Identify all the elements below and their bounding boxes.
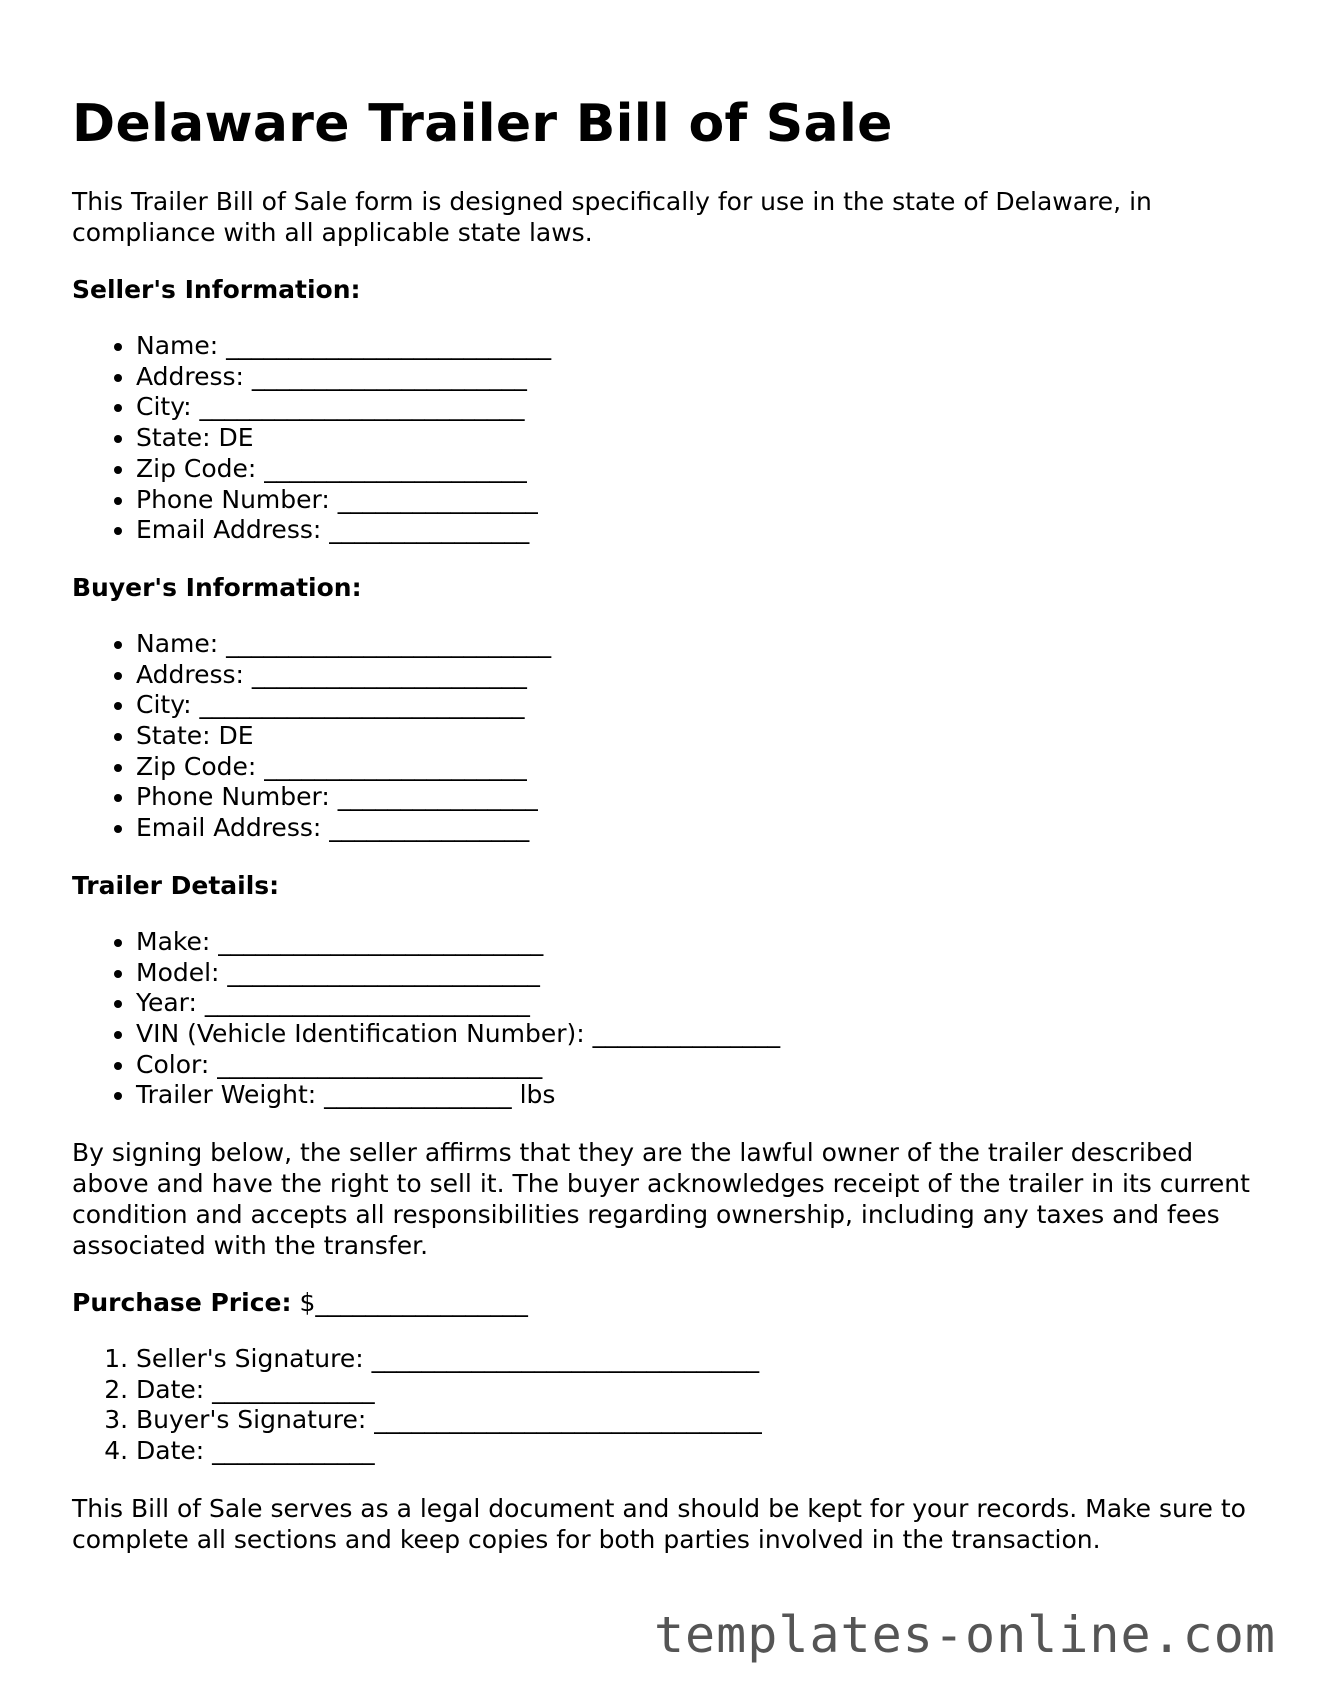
- buyer-address-field: • Address: ______________________: [136, 660, 1252, 691]
- intro-paragraph: This Trailer Bill of Sale form is designed specifically for use in the state of Delaware, in compliance with all applicable state laws.: [72, 187, 1152, 247]
- signature-list: [72, 1344, 1252, 1467]
- seller-state-field: • State: DE: [136, 423, 1252, 454]
- trailer-heading: Trailer Details:: [72, 870, 280, 900]
- seller-name-field: • Name: __________________________: [136, 331, 1252, 362]
- seller-signature-field: 1. Seller's Signature: _______________________________: [136, 1344, 1252, 1375]
- trailer-color-field: • Color: __________________________: [136, 1050, 1252, 1081]
- seller-city-field: • City: __________________________: [136, 392, 1252, 423]
- buyer-zip-field: • Zip Code: _____________________: [136, 752, 1252, 783]
- trailer-make-field: • Make: __________________________: [136, 927, 1252, 958]
- seller-address-field: • Address: ______________________: [136, 362, 1252, 393]
- trailer-details-list: [72, 927, 1252, 1111]
- buyer-name-field: • Name: __________________________: [136, 629, 1252, 660]
- buyer-city-field: • City: __________________________: [136, 690, 1252, 721]
- trailer-year-field: • Year: __________________________: [136, 988, 1252, 1019]
- seller-date-field: 2. Date: _____________: [136, 1375, 1252, 1406]
- buyer-email-field: • Email Address: ________________: [136, 813, 1252, 844]
- watermark-text: templates-online.com: [653, 1606, 1276, 1664]
- buyer-heading: Buyer's Information:: [72, 572, 362, 602]
- seller-email-field: • Email Address: ________________: [136, 515, 1252, 546]
- document-page: [72, 92, 1252, 1555]
- trailer-weight-field: • Trailer Weight: _______________ lbs: [136, 1080, 1252, 1111]
- closing-paragraph: This Bill of Sale serves as a legal document and should be kept for your records. Make sure to complete all sections and keep copies for both parties involved in the transaction.: [72, 1493, 1246, 1554]
- buyer-info-list: [72, 629, 1252, 844]
- page-title: Delaware Trailer Bill of Sale: [72, 94, 893, 154]
- purchase-price-label: Purchase Price:: [72, 1288, 292, 1318]
- trailer-vin-field: • VIN (Vehicle Identification Number): _______________: [136, 1019, 1252, 1050]
- buyer-state-field: • State: DE: [136, 721, 1252, 752]
- seller-phone-field: • Phone Number: ________________: [136, 485, 1252, 516]
- seller-heading: Seller's Information:: [72, 275, 361, 304]
- buyer-date-field: 4. Date: _____________: [136, 1436, 1252, 1467]
- purchase-price-field: $_________________: [299, 1288, 528, 1318]
- buyer-signature-field: 3. Buyer's Signature: _______________________________: [136, 1405, 1252, 1436]
- buyer-phone-field: • Phone Number: ________________: [136, 782, 1252, 813]
- trailer-model-field: • Model: _________________________: [136, 958, 1252, 989]
- affirmation-paragraph: By signing below, the seller affirms that they are the lawful owner of the trailer described above and have the right to sell it. The buyer acknowledges receipt of the trailer in its current condition and accepts all responsibilities regarding ownership, including any taxes and fees associated with the transfer.: [72, 1138, 1250, 1261]
- seller-info-list: [72, 331, 1252, 546]
- seller-zip-field: • Zip Code: _____________________: [136, 454, 1252, 485]
- purchase-price-line: [72, 1287, 1252, 1318]
